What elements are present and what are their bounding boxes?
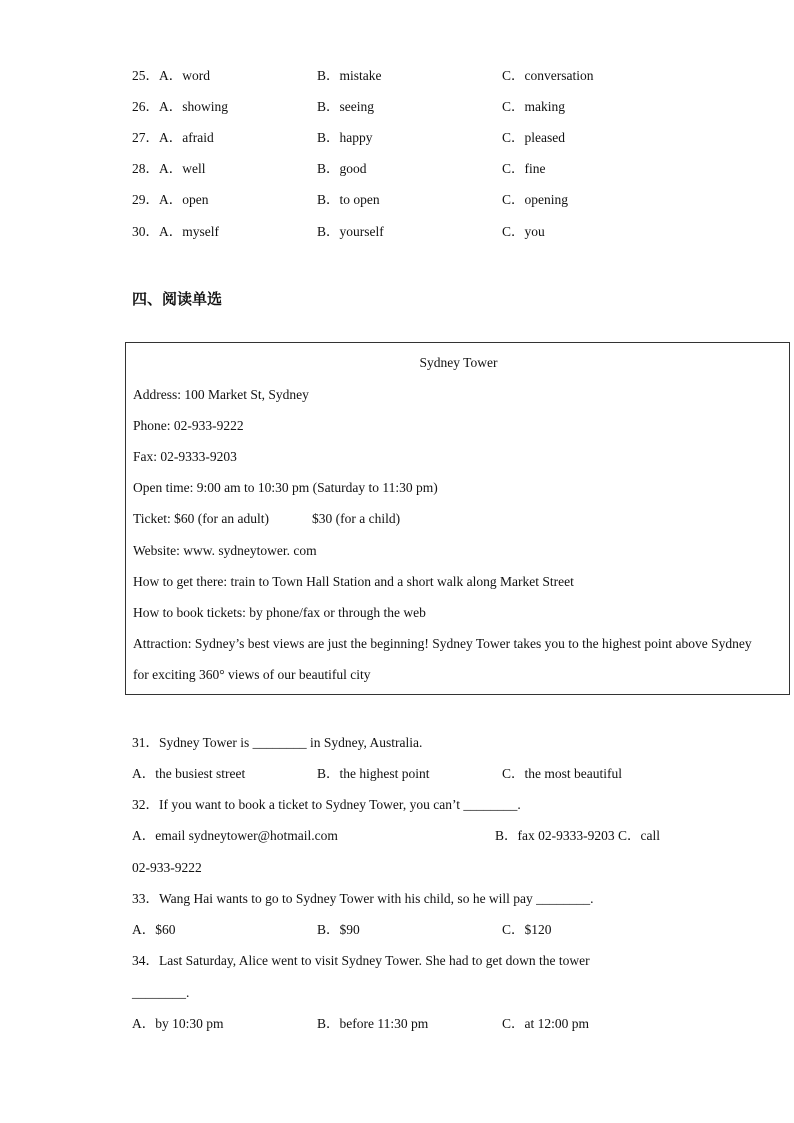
- info-attraction-line-2: for exciting 360° views of our beautiful city: [133, 667, 371, 682]
- option-c: C．fine: [502, 161, 546, 176]
- question-33: 33．Wang Hai wants to go to Sydney Tower with his child, so he will pay ________.: [132, 891, 594, 906]
- info-ticket: [133, 509, 400, 529]
- option-c: C．$120: [502, 922, 552, 937]
- info-fax: Fax: 02-9333-9203: [133, 449, 237, 464]
- option-c: C．opening: [502, 192, 568, 207]
- question-32: 32．If you want to book a ticket to Sydney Tower, you can’t ________.: [132, 797, 521, 812]
- option-b: B．$90: [317, 922, 360, 937]
- info-attraction-line-1: Attraction: Sydney’s best views are just the beginning! Sydney Tower takes you to the highest point above Sydney: [133, 636, 752, 651]
- option-a: 28．A．well: [132, 161, 206, 176]
- option-a: A．by 10:30 pm: [132, 1016, 224, 1031]
- option-b: B．yourself: [317, 224, 384, 239]
- info-how-to-get: How to get there: train to Town Hall Station and a short walk along Market Street: [133, 574, 574, 589]
- option-a: A．$60: [132, 922, 176, 937]
- question-34: 34．Last Saturday, Alice went to visit Sydney Tower. She had to get down the tower: [132, 953, 590, 968]
- option-b-c: B．fax 02-9333-9203 C．call: [495, 828, 660, 843]
- option-a: 27．A．afraid: [132, 130, 214, 145]
- option-b: B．mistake: [317, 68, 382, 83]
- option-a: 26．A．showing: [132, 99, 229, 114]
- info-website: Website: www. sydneytower. com: [133, 543, 317, 558]
- info-open-time: Open time: 9:00 am to 10:30 pm (Saturday to 11:30 pm): [133, 480, 438, 495]
- option-c: C．conversation: [502, 68, 594, 83]
- question-31: 31．Sydney Tower is ________ in Sydney, Australia.: [132, 735, 423, 750]
- option-a: 29．A．open: [132, 192, 209, 207]
- option-c: C．making: [502, 99, 565, 114]
- info-how-to-book: How to book tickets: by phone/fax or through the web: [133, 605, 426, 620]
- option-a: 25．A．word: [132, 68, 210, 83]
- option-c: C．at 12:00 pm: [502, 1016, 589, 1031]
- option-a: A．the busiest street: [132, 766, 246, 781]
- option-c: C．the most beautiful: [502, 766, 622, 781]
- section-heading: 四、阅读单选: [132, 290, 223, 308]
- option-b: B．the highest point: [317, 766, 430, 781]
- option-a: 30．A．myself: [132, 224, 219, 239]
- option-b: B．before 11:30 pm: [317, 1016, 429, 1031]
- info-title: Sydney Tower: [419, 355, 498, 370]
- option-b: B．to open: [317, 192, 380, 207]
- sydney-tower-info-box: [125, 342, 790, 695]
- option-b: B．good: [317, 161, 367, 176]
- question-34-cont: ________.: [132, 985, 190, 1000]
- option-a: A．email sydneytower@hotmail.com: [132, 828, 338, 843]
- option-c: C．pleased: [502, 130, 565, 145]
- ticket-adult: Ticket: $60 (for an adult): [133, 511, 269, 526]
- info-phone: Phone: 02-933-9222: [133, 418, 244, 433]
- option-b: B．happy: [317, 130, 373, 145]
- info-address: Address: 100 Market St, Sydney: [133, 387, 309, 402]
- question-32-option-c-cont: 02-933-9222: [132, 860, 202, 875]
- ticket-child: $30 (for a child): [311, 511, 401, 526]
- option-b: B．seeing: [317, 99, 374, 114]
- option-c: C．you: [502, 224, 545, 239]
